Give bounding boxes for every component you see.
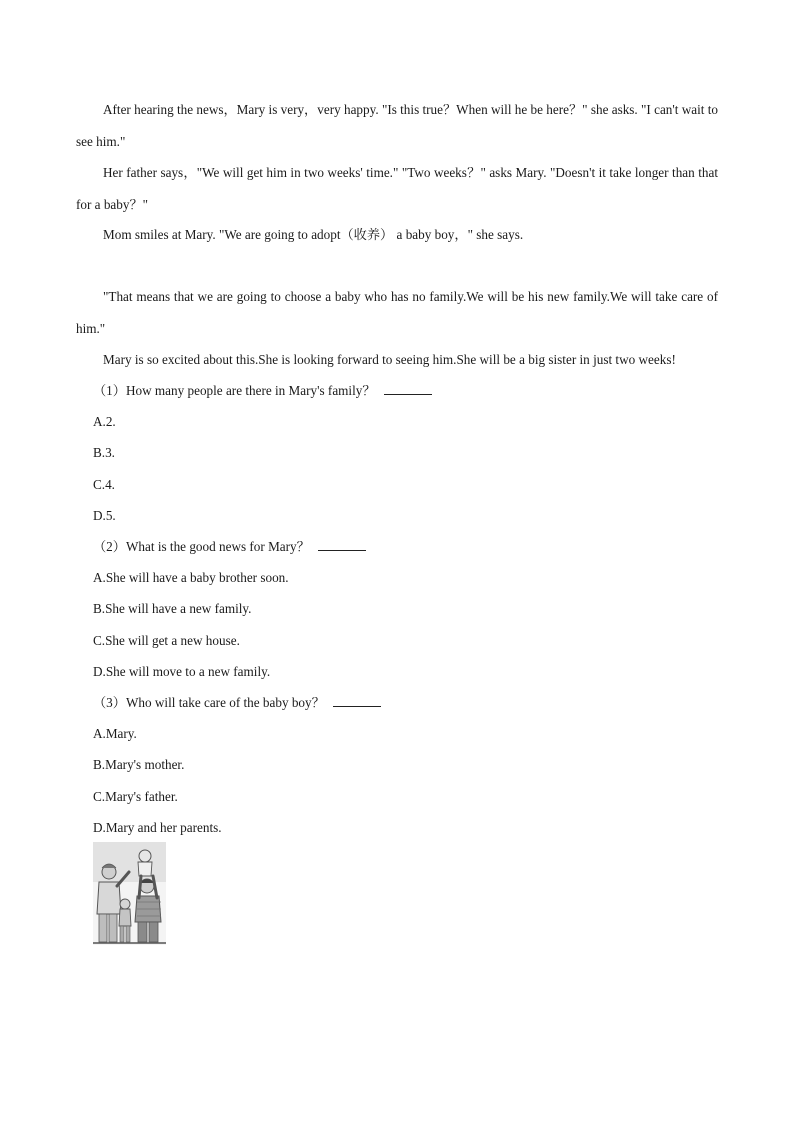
question-3-option-d[interactable]: D.Mary and her parents. — [93, 820, 222, 835]
question-2-option-b[interactable]: B.She will have a new family. — [93, 601, 252, 616]
question-2-option-c[interactable]: C.She will get a new house. — [93, 633, 240, 648]
question-2-option-d[interactable]: D.She will move to a new family. — [93, 664, 271, 679]
passage-paragraph-2: Her father says，"We will get him in two weeks' time." "Two weeks？" asks Mary. "Doesn't it take longer than that for a baby？" — [76, 165, 718, 212]
question-3-option-a[interactable]: A.Mary. — [93, 726, 137, 741]
answer-blank-2[interactable] — [318, 538, 366, 551]
question-1-stem: （1）How many people are there in Mary's family？ — [93, 383, 376, 398]
question-3 — [93, 694, 381, 712]
answer-blank-1[interactable] — [384, 382, 432, 395]
question-1 — [93, 382, 432, 400]
question-3-option-b[interactable]: B.Mary's mother. — [93, 757, 185, 772]
question-1-option-b[interactable]: B.3. — [93, 445, 115, 460]
question-2-stem: （2）What is the good news for Mary？ — [93, 539, 310, 554]
question-3-stem: （3）Who will take care of the baby boy？ — [93, 695, 325, 710]
question-3-option-c[interactable]: C.Mary's father. — [93, 789, 178, 804]
question-1-option-a[interactable]: A.2. — [93, 414, 116, 429]
passage-paragraph-5: Mary is so excited about this.She is looking forward to seeing him.She will be a big sister in just two weeks! — [103, 352, 676, 367]
passage-paragraph-3: Mom smiles at Mary. "We are going to adopt（收养） a baby boy，" she says. — [103, 227, 524, 242]
question-2 — [93, 538, 366, 556]
family-with-baby-sketch-icon — [93, 842, 166, 945]
question-1-option-c[interactable]: C.4. — [93, 477, 115, 492]
question-1-option-d[interactable]: D.5. — [93, 508, 116, 523]
answer-blank-3[interactable] — [333, 694, 381, 707]
passage-paragraph-1: After hearing the news，Mary is very，very happy. "Is this true？When will he be here？" she asks. "I can't wait to see him." — [76, 102, 718, 149]
passage-paragraph-4: "That means that we are going to choose a baby who has no family.We will be his new family.We will take care of him." — [76, 289, 718, 336]
question-2-option-a[interactable]: A.She will have a baby brother soon. — [93, 570, 289, 585]
